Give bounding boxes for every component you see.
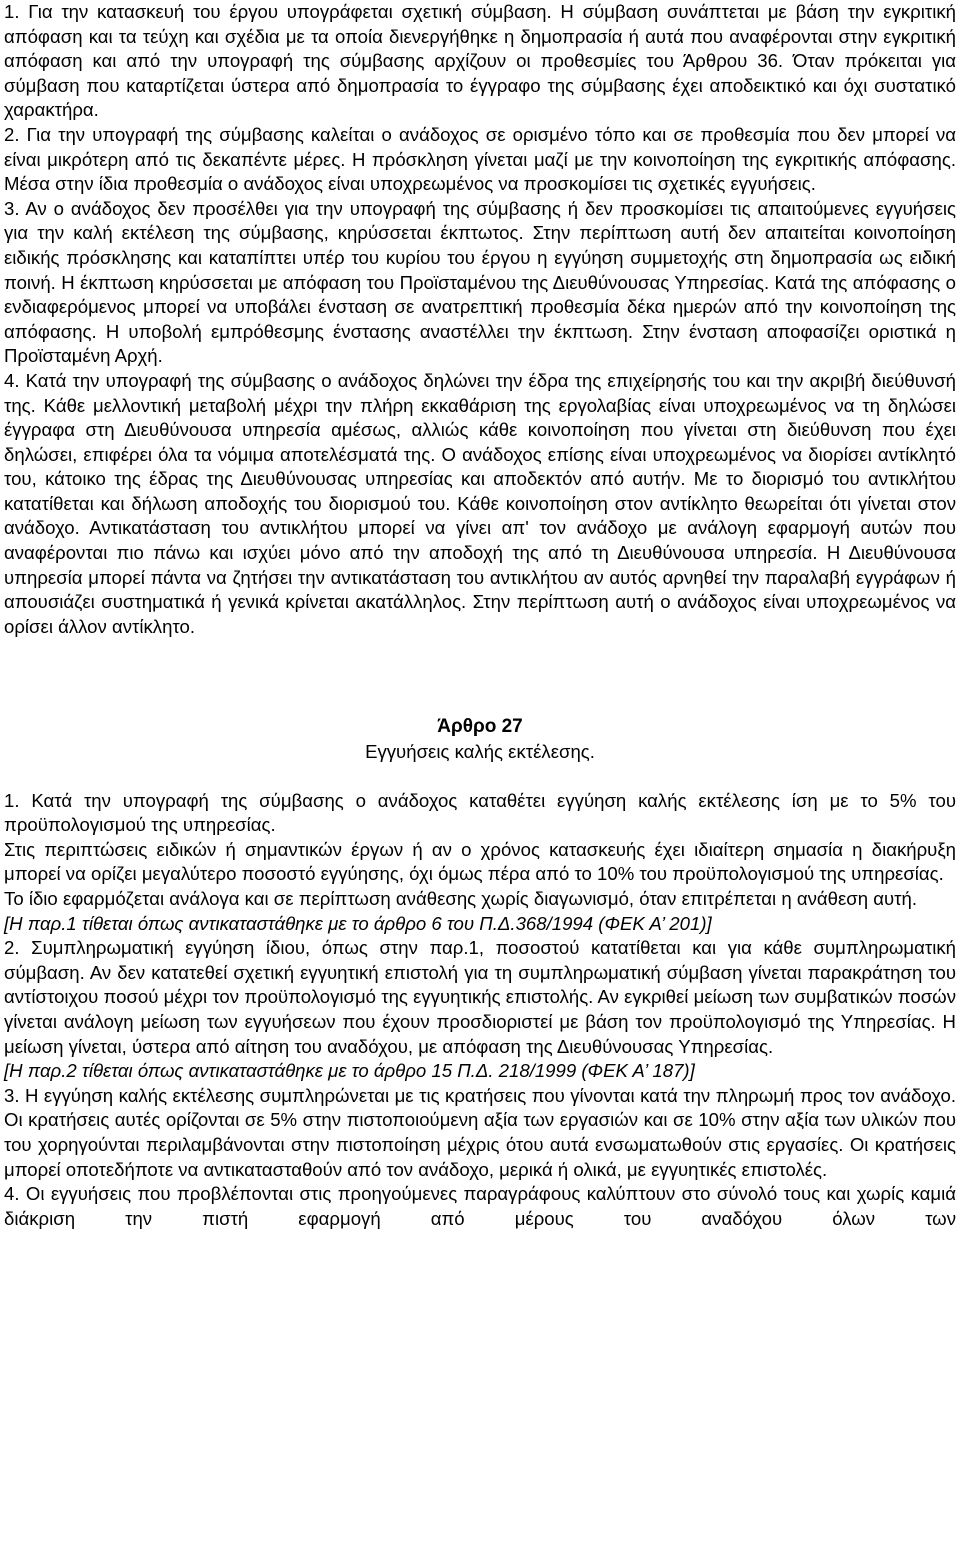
document-page [4, 0, 956, 1231]
paragraph-2: 2. Για την υπογραφή της σύμβασης καλείται ο ανάδοχος σε ορισμένο τόπο και σε προθεσμία που δεν μπορεί να είναι μικρότερη από τις δεκαπέντε μέρες. Η πρόσκληση γίνεται μαζί με την κοινοποίηση της εγκριτικής απόφασης. Μέσα στην ίδια προθεσμία ο ανάδοχος είναι υποχρεωμένος να προσκομίσει τις σχετικές εγγυήσεις. [4, 123, 956, 195]
section-top [4, 0, 956, 639]
amendment-note-1: [Η παρ.1 τίθεται όπως αντικαταστάθηκε με το άρθρο 6 του Π.Δ.368/1994 (ΦΕΚ Α’ 201)] [4, 912, 712, 934]
guarantee-paragraph-1b: Στις περιπτώσεις ειδικών ή σημαντικών έργων ή αν ο χρόνος κατασκευής έχει ιδιαίτερη σημασία η διακήρυξη μπορεί να ορίζει μεγαλύτερο ποσοστό εγγύησης, όχι όμως πέρα από το 10% του προϋπολογισμού της υπηρεσίας. [4, 838, 956, 885]
article-heading: Άρθρο 27 [437, 716, 523, 738]
guarantee-paragraph-1c: Το ίδιο εφαρμόζεται ανάλογα και σε περίπτωση ανάθεσης χωρίς διαγωνισμό, όταν επιτρέπεται η ανάθεση αυτή. [4, 888, 918, 909]
article-subtitle: Εγγυήσεις καλής εκτέλεσης. [365, 741, 595, 763]
guarantee-paragraph-2: 2. Συμπληρωματική εγγύηση ίδιου, όπως στην παρ.1, ποσοστού κατατίθεται και για κάθε συμπληρωματική σύμβαση. Αν δεν κατατεθεί σχετική εγγυητική επιστολή για τη συμπληρωματική σύμβαση γίνεται παρακράτηση του αντίστοιχου ποσού μέχρι τον προϋπολογισμό της εγγυητικής επιστολής. Αν εγκριθεί μείωση των συμβατικών ποσών γίνεται ανάλογη μείωση των εγγυήσεων που έχουν προσδιοριστεί με βάση τον προϋπολογισμό της Υπηρεσίας. Η μείωση γίνεται, ύστερα από αίτηση του αναδόχου, με απόφαση της Διευθύνουσας Υπηρεσίας. [4, 937, 956, 1057]
guarantee-paragraph-1: 1. Κατά την υπογραφή της σύμβασης ο ανάδοχος καταθέτει εγγύηση καλής εκτέλεσης ίση με το 5% του προϋπολογισμού της υπηρεσίας. [4, 789, 956, 836]
amendment-note-2: [Η παρ.2 τίθεται όπως αντικαταστάθηκε με το άρθρο 15 Π.Δ. 218/1999 (ΦΕΚ Α’ 187)] [4, 1060, 695, 1082]
spacer [4, 765, 956, 789]
guarantee-paragraph-4: 4. Οι εγγυήσεις που προβλέπονται στις προηγούμενες παραγράφους καλύπτουν στο σύνολό τους και χωρίς καμιά διάκριση την πιστή εφαρμογή από μέρους του αναδόχου όλων των [4, 1183, 956, 1229]
paragraph-3: 3. Αν ο ανάδοχος δεν προσέλθει για την υπογραφή της σύμβασης ή δεν προσκομίσει τις απαιτούμενες εγγυήσεις για την καλή εκτέλεση της σύμβασης, κηρύσσεται έκπτωτος. Στην περίπτωση αυτή δεν απαιτείται κοινοποίηση ειδικής πρόσκλησης και καταπίπτει υπέρ του κυρίου του έργου η εγγύηση συμμετοχής στη δημοπρασία ως ειδική ποινή. Η έκπτωση κηρύσσεται με απόφαση του Προϊσταμένου της Διευθύνουσας Υπηρεσίας. Κατά της απόφασης ο ενδιαφερόμενος μπορεί να υποβάλει ένσταση σε ανατρεπτική προθεσμία δέκα ημερών από την κοινοποίηση της απόφασης. Η υποβολή εμπρόθεσμης ένστασης αναστέλλει την έκπτωση. Στην ένσταση αποφασίζει οριστικά η Προϊσταμένη Αρχή. [4, 197, 956, 367]
guarantee-paragraph-3: 3. Η εγγύηση καλής εκτέλεσης συμπληρώνεται με τις κρατήσεις που γίνονται κατά την πληρωμή προς τον ανάδοχο. Οι κρατήσεις αυτές ορίζονται σε 5% στην πιστοποιούμενη αξία των εργασιών και σε 10% στην αξία των υλικών που του χορηγούνται περιλαμβάνονται στην πιστοποίηση μέχρις ότου αυτά ενσωματωθούν στις εργασίες. Οι κρατήσεις μπορεί οποτεδήποτε να αντικατασταθούν από τον ανάδοχο, μερικά ή ολικά, με εγγυητικές επιστολές. [4, 1084, 956, 1180]
spacer [4, 639, 956, 715]
paragraph-1: 1. Για την κατασκευή του έργου υπογράφεται σχετική σύμβαση. Η σύμβαση συνάπτεται με βάση την εγκριτική απόφαση και τα τεύχη και σχέδια με τα οποία διενεργήθηκε η δημοπρασία ή αυτά που αναφέρονται στην εγκριτική απόφαση και από την υπογραφή της σύμβασης αρχίζουν οι προθεσμίες του Άρθρου 36. Όταν πρόκειται για σύμβαση που καταρτίζεται ύστερα από δημοπρασία το έγγραφο της σύμβασης έχει αποδεικτικό και όχι συστατικό χαρακτήρα. [4, 1, 956, 121]
section-bottom [4, 789, 956, 1232]
paragraph-4: 4. Κατά την υπογραφή της σύμβασης ο ανάδοχος δηλώνει την έδρα της επιχείρησής του και την ακριβή διεύθυνσή της. Κάθε μελλοντική μεταβολή μέχρι την πλήρη εκκαθάριση της εργολαβίας είναι υποχρεωμένος να τη δηλώσει έγγραφα στη Διευθύνουσα υπηρεσία αμέσως, αλλιώς κάθε κοινοποίηση που γίνεται στη διεύθυνση που έχει δηλώσει, επιφέρει όλα τα νόμιμα αποτελέσματά της. Ο ανάδοχος επίσης είναι υποχρεωμένος να διορίσει αντίκλητό του, κάτοικο της έδρας της Διευθύνουσας υπηρεσίας και αποδεκτόν από αυτήν. Με το διορισμό του αντικλήτου κατατίθεται και δήλωση αποδοχής του διορισμού του. Κάθε κοινοποίηση στον αντίκλητο θεωρείται ότι γίνεται στον ανάδοχο. Αντικατάσταση του αντικλήτου μπορεί να γίνει απ' τον ανάδοχο με ανάλογη εφαρμογή αυτών που αναφέρονται πιο πάνω και ισχύει μόνο από την αποδοχή της από τη Διευθύνουσα υπηρεσία. Η Διευθύνουσα υπηρεσία μπορεί πάντα να ζητήσει την αντικατάσταση του αντικλήτου αν αυτός αρνηθεί την παραλαβή εγγράφων ή απουσιάζει συστηματικά ή γενικά κρίνεται ακατάλληλος. Στην περίπτωση αυτή ο ανάδοχος είναι υποχρεωμένος να ορίσει άλλον αντίκλητο. [4, 369, 956, 637]
